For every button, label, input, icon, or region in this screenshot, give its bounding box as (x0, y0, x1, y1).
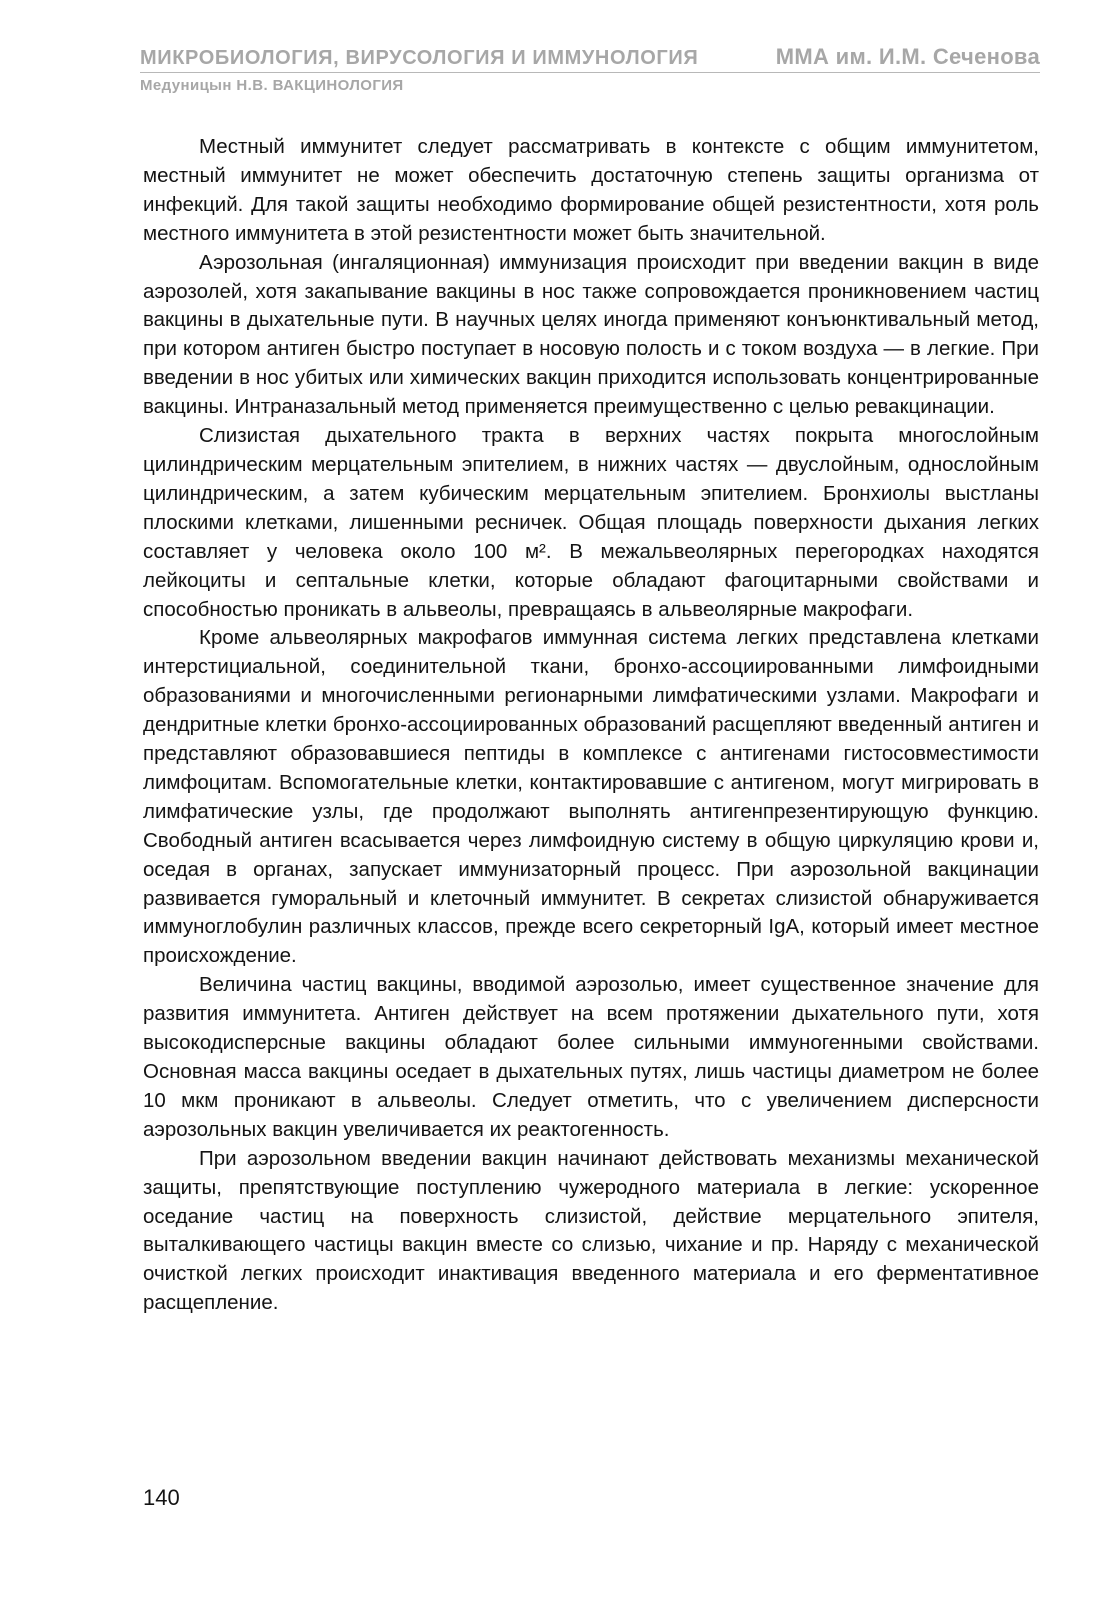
header-course-title: МИКРОБИОЛОГИЯ, ВИРУСОЛОГИЯ И ИММУНОЛОГИЯ (140, 47, 699, 69)
paragraph-particle-size: Величина частиц вакцины, вводимой аэрозолью, имеет существенное значение для развития иммунитета. Антиген действует на всем протяжении дыхательного пути, хотя высокодисперсные вакцины обладают более сильными иммуногенными свойствами. Основная масса вакцины оседает в дыхательных путях, лишь частицы диаметром не более 10 мкм проникают в альвеолы. Следует отметить, что с увеличением дисперсности аэрозольных вакцин увеличивается их реактогенность. (143, 973, 1039, 1141)
running-header (140, 44, 1040, 94)
page-body (143, 133, 1039, 1318)
paragraph-respiratory-mucosa: Слизистая дыхательного тракта в верхних частях покрыта многослойным цилиндрическим мерцательным эпителием, в нижних частях — двуслойным, однослойным цилиндрическим, а затем кубическим мерцательным эпителием. Бронхиолы выстланы плоскими клетками, лишенными ресничек. Общая площадь поверхности дыхания легких составляет у человека около 100 м². В межальвеолярных перегородках находятся лейкоциты и септальные клетки, которые обладают фагоцитарными свойствами и способностью проникать в альвеолы, превращаясь в альвеолярные макрофаги. (143, 424, 1039, 621)
paragraph-local-immunity: Местный иммунитет следует рассматривать в контексте с общим иммунитетом, местный иммунитет не может обеспечить достаточную степень защиты организма от инфекций. Для такой защиты необходимо формирование общей резистентности, хотя роль местного иммунитета в этой резистентности может быть значительной. (143, 135, 1039, 245)
paragraph-aerosol-immunization: Аэрозольная (ингаляционная) иммунизация происходит при введении вакцин в виде аэрозолей, хотя закапывание вакцины в нос также сопровождается проникновением частиц вакцины в дыхательные пути. В научных целях иногда применяют конъюнктивальный метод, при котором антиген быстро поступает в носовую полость и с током воздуха — в легкие. При введении в нос убитых или химических вакцин приходится использовать концентрированные вакцины. Интраназальный метод применяется преимущественно с целью ревакцинации. (143, 250, 1039, 419)
header-top-line (140, 44, 1040, 73)
paragraph-lung-immune-system: Кроме альвеолярных макрофагов иммунная система легких представлена клетками интерстициальной, соединительной ткани, бронхо-ассоциированными лимфоидными образованиями и многочисленными регионарными лимфатическими узлами. Макрофаги и дендритные клетки бронхо-ассоциированных образований расщепляют введенный антиген и представляют образовавшиеся пептиды в комплексе с антигенами гистосовместимости лимфоцитам. Вспомогательные клетки, контактировавшие с антигеном, могут мигрировать в лимфатические узлы, где продолжают выполнять антигенпрезентирующую функцию. Свободный антиген всасывается через лимфоидную систему в общую циркуляцию крови и, оседая в органах, запускает иммунизаторный процесс. При аэрозольной вакцинации развивается гуморальный и клеточный иммунитет. В секретах слизистой обнаруживается иммуноглобулин различных классов, прежде всего секреторный IgA, который имеет местное происхождение. (143, 626, 1039, 968)
page-number: 140 (143, 1485, 180, 1510)
paragraph-mechanical-protection: При аэрозольном введении вакцин начинают действовать механизмы механической защиты, препятствующие поступлению чужеродного материала в легкие: ускоренное оседание частиц на поверхность слизистой, действие мерцательного эпителя, выталкивающего частицы вакцин вместе со слизью, чихание и пр. Наряду с механической очисткой легких происходит инактивация введенного материала и его ферментативное расщепление. (143, 1146, 1039, 1315)
header-author-book: Медуницын Н.В. ВАКЦИНОЛОГИЯ (140, 77, 404, 94)
header-institution: ММА им. И.М. Сеченова (775, 44, 1040, 69)
